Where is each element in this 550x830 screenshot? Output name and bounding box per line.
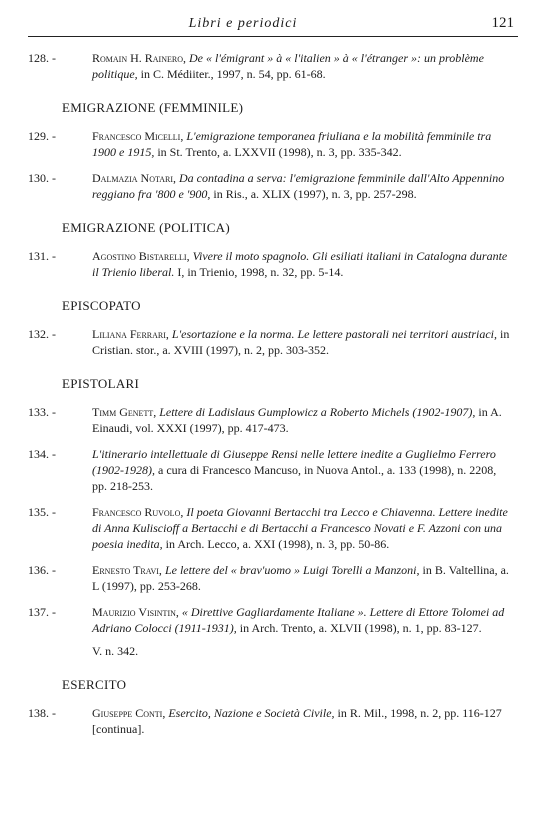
running-title: Libri e periodici <box>188 16 298 31</box>
entry-citation: in St. Trento, a. LXXVII (1998), n. 3, pp. 335-342. <box>157 145 402 159</box>
bibliography-entry <box>28 504 512 552</box>
bibliography-entry <box>28 248 512 280</box>
section-heading: EMIGRAZIONE (POLITICA) <box>62 220 230 235</box>
entry-number: 132. - <box>28 327 56 341</box>
entry-body <box>92 50 512 82</box>
entry-number: 133. - <box>28 405 56 419</box>
entry-body <box>92 326 512 358</box>
entry-body <box>92 504 512 552</box>
bibliography-entry <box>28 170 512 202</box>
entry-title: Il poeta Giovanni Bertacchi tra Lecco e Chiavenna. Lettere inedite di Anna Kuliscioff a Bertacchi e di Bertacchi a Francesco Novati e F. Azzoni con una poesia inedita, <box>92 505 508 551</box>
entry-number: 138. - <box>28 706 56 720</box>
bibliography-entry <box>28 604 512 636</box>
entry-title: Lettere di Ladislaus Gumplowicz a Roberto Michels (1902-1907), <box>159 405 476 419</box>
entry-number: 136. - <box>28 563 56 577</box>
entry-number: 135. - <box>28 505 56 519</box>
bibliography-entry <box>28 128 512 160</box>
entry-title: Esercito, Nazione e Società Civile, <box>168 706 335 720</box>
entry-author: Timm Genett, <box>92 405 157 419</box>
entry-citation: I, in Trienio, 1998, n. 32, pp. 5-14. <box>177 265 344 279</box>
bibliography-list <box>0 50 550 747</box>
entry-body <box>92 562 512 594</box>
entry-body <box>92 404 512 436</box>
entry-title: Le lettere del « brav'uomo » Luigi Torelli a Manzoni, <box>164 563 420 577</box>
entry-body <box>92 446 512 494</box>
section-heading: ESERCITO <box>62 677 127 692</box>
entry-title: « Direttive Gagliardamente Italiane ». Lettere di Ettore Tolomei ad Adriano Colocci (1911-1931), <box>92 605 505 635</box>
cross-reference-note: V. n. 342. <box>92 644 139 658</box>
entry-author: Liliana Ferrari, <box>92 327 169 341</box>
entry-body <box>92 705 512 737</box>
entry-number: 134. - <box>28 447 56 461</box>
entry-number: 128. - <box>28 51 56 65</box>
entry-citation: a cura di Francesco Mancuso, in Nuova Antol., a. 133 (1998), n. 2208, pp. 218-253. <box>92 463 497 493</box>
entry-author: Francesco Micelli, <box>92 129 184 143</box>
entry-number: 129. - <box>28 129 56 143</box>
entry-citation: in Arch. Trento, a. XLVII (1998), n. 1, pp. 83-127. <box>239 621 482 635</box>
entry-body <box>92 170 512 202</box>
entry-title: L'itinerario intellettuale di Giuseppe Rensi nelle lettere inedite a Guglielmo Ferrero (1902-1928), <box>92 447 496 477</box>
entry-number: 137. - <box>28 605 56 619</box>
bibliography-entry <box>28 326 512 358</box>
entry-body <box>92 248 512 280</box>
bibliography-entry <box>28 562 512 594</box>
entry-citation: in A. Einaudi, vol. XXXI (1997), pp. 417-473. <box>92 405 502 435</box>
entry-citation: in C. Médiiter., 1997, n. 54, pp. 61-68. <box>140 67 326 81</box>
entry-title: L'esortazione e la norma. Le lettere pastorali nei territori austriaci, <box>171 327 498 341</box>
entry-title: Da contadina a serva: l'emigrazione femminile dall'Alto Appennino reggiano fra '800 e '900, <box>92 171 505 201</box>
page-header <box>28 14 518 37</box>
entry-author: Maurizio Visintin, <box>92 605 179 619</box>
entry-body <box>92 604 512 636</box>
bibliography-entry <box>28 446 512 494</box>
page-number: 121 <box>491 15 514 31</box>
entry-author: Romain H. Rainero, <box>92 51 187 65</box>
entry-title: Vivere il moto spagnolo. Gli esiliati italiani in Catalogna durante il Trienio liberal. <box>92 249 508 279</box>
entry-author: Francesco Ruvolo, <box>92 505 184 519</box>
entry-citation: in B. Valtellina, a. L (1997), pp. 253-268. <box>92 563 509 593</box>
section-heading: EPISCOPATO <box>62 298 141 313</box>
bibliography-entry <box>28 404 512 436</box>
entry-citation: in Ris., a. XLIX (1997), n. 3, pp. 257-298. <box>213 187 417 201</box>
bibliography-entry <box>28 705 512 737</box>
section-heading: EMIGRAZIONE (FEMMINILE) <box>62 100 244 115</box>
bibliography-entry <box>28 50 512 82</box>
section-heading: EPISTOLARI <box>62 376 140 391</box>
entry-author: Ernesto Travi, <box>92 563 162 577</box>
entry-body <box>92 128 512 160</box>
entry-citation: in Arch. Lecco, a. XXI (1998), n. 3, pp. 50-86. <box>165 537 390 551</box>
entry-author: Dalmazia Notari, <box>92 171 177 185</box>
entry-author: Giuseppe Conti, <box>92 706 166 720</box>
entry-title: De « l'émigrant » à « l'italien » à « l'étranger »: un problème politique, <box>92 51 484 81</box>
entry-citation: in Cristian. stor., a. XVIII (1997), n. 2, pp. 303-352. <box>92 327 510 357</box>
entry-number: 130. - <box>28 171 56 185</box>
entry-title: L'emigrazione temporanea friuliana e la mobilità femminile tra 1900 e 1915, <box>92 129 492 159</box>
entry-citation: in R. Mil., 1998, n. 2, pp. 116-127 [continua]. <box>92 706 502 736</box>
entry-author: Agostino Bistarelli, <box>92 249 190 263</box>
entry-number: 131. - <box>28 249 56 263</box>
